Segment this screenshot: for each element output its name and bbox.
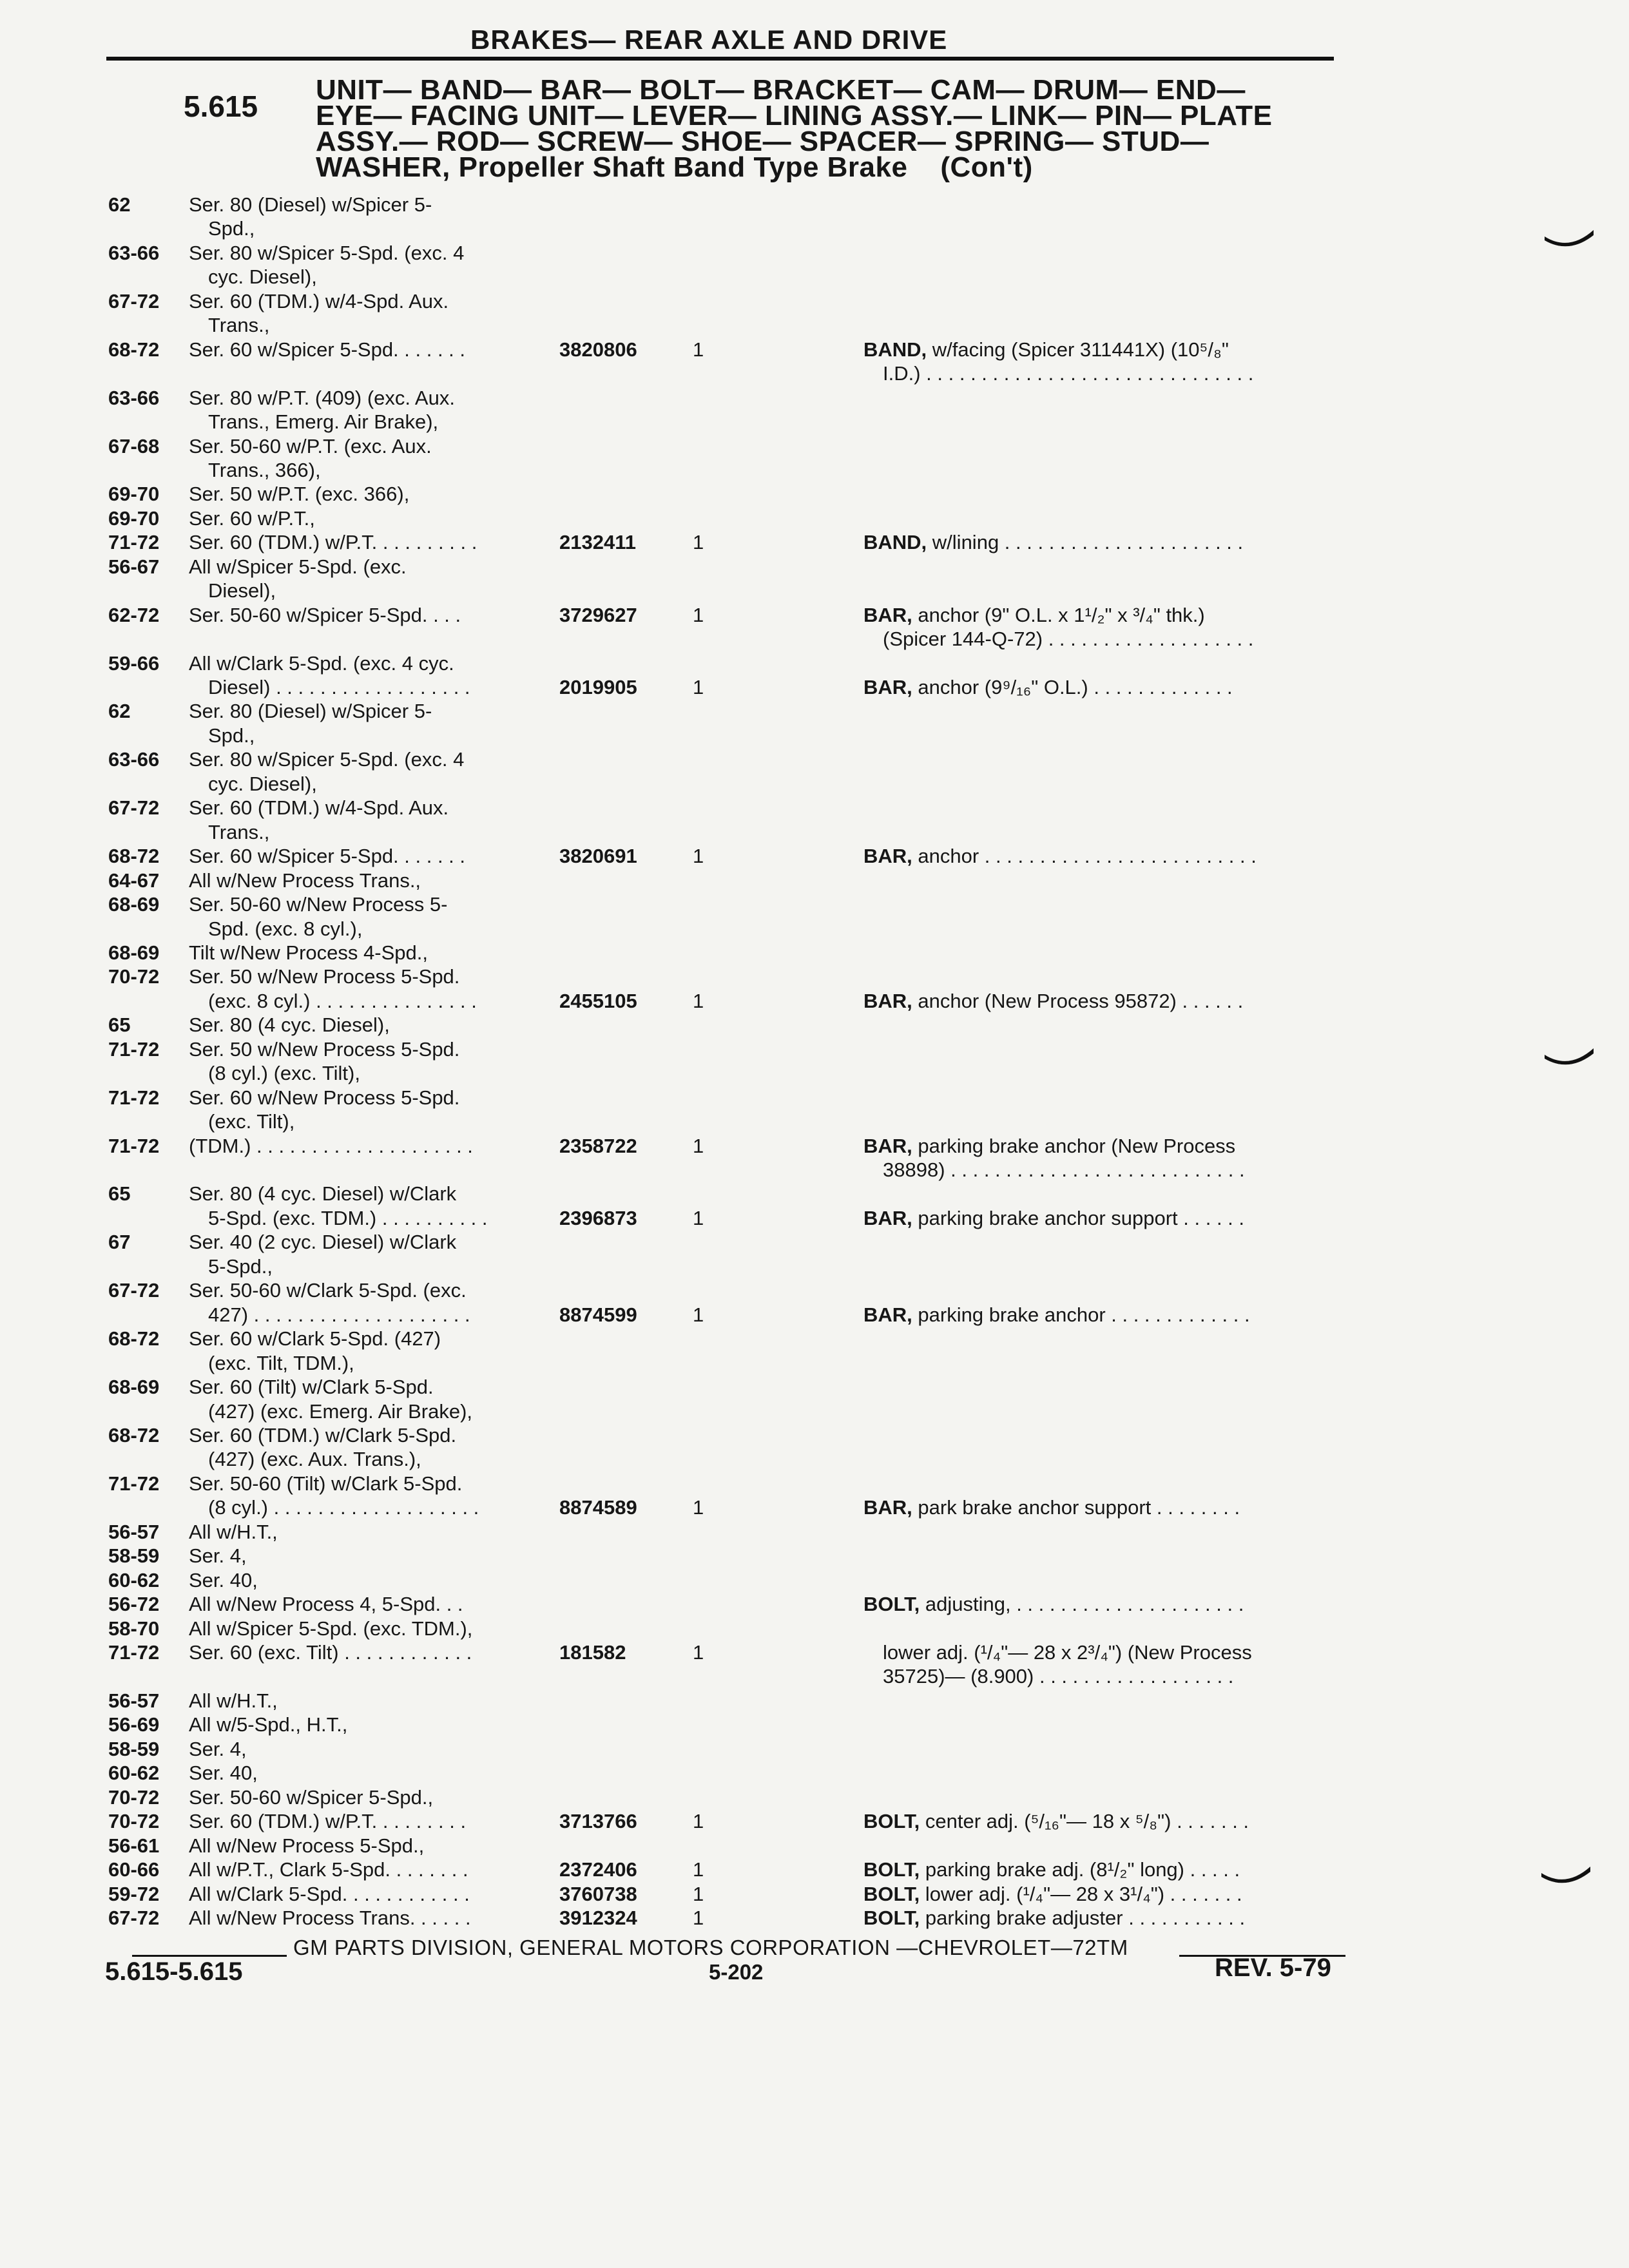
application: Ser. 60 w/Clark 5-Spd. (427) [189,1327,441,1350]
application: (TDM.) . . . . . . . . . . . . . . . . . . . . [189,1135,473,1157]
part-detail: adjusting, . . . . . . . . . . . . . . . . . . . . . [925,1593,1244,1615]
application: Ser. 80 w/Spicer 5-Spd. (exc. 4 [189,242,465,264]
footer-publisher: GM PARTS DIVISION, GENERAL MOTORS CORPORATION —CHEVROLET—72TM [293,1936,1128,1959]
quantity: 1 [693,1907,704,1929]
section-heading [316,74,1321,183]
application: Ser. 40, [189,1569,258,1591]
year-range: 58-70 [108,1617,160,1640]
application: cyc. Diesel), [208,773,317,795]
application: (427) (exc. Aux. Trans.), [208,1448,421,1470]
application: Ser. 50-60 w/Spicer 5-Spd., [189,1786,434,1809]
part-description [863,1593,1244,1616]
year-range: 60-66 [108,1858,160,1881]
quantity: 1 [693,845,704,867]
application: Ser. 60 w/New Process 5-Spd. [189,1086,460,1109]
year-range: 68-69 [108,941,160,964]
application: Diesel) . . . . . . . . . . . . . . . . . . [208,676,470,698]
part-number: 2019905 [559,676,637,698]
application: Ser. 60 (exc. Tilt) . . . . . . . . . . . . [189,1641,472,1664]
footer-section-range: 5.615-5.615 [105,1957,243,1986]
part-name: BAR, [863,604,912,626]
application: (427) (exc. Emerg. Air Brake), [208,1400,473,1423]
part-detail: anchor (9⁹/₁₆" O.L.) . . . . . . . . . . . . . [918,676,1233,698]
application: All w/5-Spd., H.T., [189,1713,348,1736]
part-detail: w/facing (Spicer 311441X) (10⁵/₈" [932,338,1229,361]
year-range: 69-70 [108,483,160,505]
application: (exc. 8 cyl.) . . . . . . . . . . . . . . . [208,990,477,1012]
part-name: BOLT, [863,1858,920,1881]
year-range: 68-72 [108,1424,160,1446]
year-range: 65 [108,1014,131,1036]
year-range: 70-72 [108,1810,160,1832]
application: Ser. 40 (2 cyc. Diesel) w/Clark [189,1231,457,1253]
part-description [883,1158,1245,1182]
part-description [863,1135,1235,1158]
year-range: 56-57 [108,1521,160,1543]
part-description [883,362,1253,385]
part-name: BOLT, [863,1593,920,1615]
year-range: 71-72 [108,1038,160,1061]
part-description [883,1665,1233,1688]
year-range: 58-59 [108,1544,160,1567]
part-detail: park brake anchor support . . . . . . . . [918,1496,1240,1519]
quantity: 1 [693,990,704,1012]
part-description [863,1810,1249,1833]
application: All w/New Process 4, 5-Spd. . . [189,1593,463,1615]
section-heading-line: ASSY.— ROD— SCREW— SHOE— SPACER— SPRING— STUD— [316,126,1210,157]
part-detail: anchor (New Process 95872) . . . . . . [918,990,1244,1012]
year-range: 60-62 [108,1569,160,1591]
year-range: 68-72 [108,338,160,361]
quantity: 1 [693,604,704,626]
year-range: 68-69 [108,893,160,916]
application: All w/Clark 5-Spd. (exc. 4 cyc. [189,652,454,675]
part-name: BOLT, [863,1907,920,1929]
application: All w/H.T., [189,1521,278,1543]
year-range: 67-68 [108,435,160,457]
quantity: 1 [693,1641,704,1664]
application: Ser. 50-60 w/Spicer 5-Spd. . . . [189,604,461,626]
application: Trans., Emerg. Air Brake), [208,410,439,433]
year-range: 67-72 [108,796,160,819]
quantity: 1 [693,1883,704,1905]
part-name: BOLT, [863,1810,920,1832]
year-range: 67-72 [108,1907,160,1929]
part-name: BAR, [863,990,912,1012]
part-number: 3820691 [559,845,637,867]
part-number: 2396873 [559,1207,637,1229]
application: Ser. 50 w/New Process 5-Spd. [189,1038,460,1061]
application: Diesel), [208,579,276,602]
application: Ser. 60 (TDM.) w/P.T. . . . . . . . . [189,1810,467,1832]
year-range: 70-72 [108,1786,160,1809]
application: Ser. 40, [189,1762,258,1784]
quantity: 1 [693,1858,704,1881]
part-description [863,338,1229,361]
application: Ser. 80 (4 cyc. Diesel), [189,1014,390,1036]
binder-hole-mark [1543,1047,1595,1066]
quantity: 1 [693,531,704,553]
year-range: 65 [108,1182,131,1205]
year-range: 71-72 [108,531,160,553]
application: All w/New Process Trans. . . . . . [189,1907,471,1929]
part-detail: parking brake adjuster . . . . . . . . . . . [925,1907,1246,1929]
part-number: 2132411 [559,531,636,553]
application: Ser. 60 (TDM.) w/4-Spd. Aux. [189,796,449,819]
part-description [863,990,1243,1013]
year-range: 70-72 [108,965,160,988]
application: Spd., [208,217,255,240]
application: Ser. 80 (Diesel) w/Spicer 5- [189,700,432,722]
year-range: 56-57 [108,1689,160,1712]
application: All w/H.T., [189,1689,278,1712]
part-number: 3820806 [559,338,637,361]
year-range: 67 [108,1231,131,1253]
year-range: 59-72 [108,1883,160,1905]
year-range: 59-66 [108,652,160,675]
part-number: 3729627 [559,604,637,626]
year-range: 71-72 [108,1472,160,1495]
part-description [863,1883,1242,1906]
part-detail: w/lining . . . . . . . . . . . . . . . . . . . . . . [932,531,1244,553]
application: Ser. 4, [189,1544,247,1567]
part-name: BAR, [863,1135,912,1157]
part-name: BAND, [863,338,927,361]
quantity: 1 [693,676,704,698]
application: All w/Spicer 5-Spd. (exc. TDM.), [189,1617,473,1640]
section-heading-line: EYE— FACING UNIT— LEVER— LINING ASSY.— LINK— PIN— PLATE [316,100,1273,131]
quantity: 1 [693,338,704,361]
footer-revision: REV. 5-79 [1215,1954,1331,1982]
part-name: BAR, [863,1207,912,1229]
part-name: BAR, [863,676,912,698]
quantity: 1 [693,1810,704,1832]
part-detail: parking brake anchor (New Process [918,1135,1236,1157]
application: Ser. 80 (Diesel) w/Spicer 5- [189,193,432,216]
part-detail: parking brake adj. (8¹/₂" long) . . . . . [925,1858,1240,1881]
part-description [863,604,1205,627]
application: Ser. 80 w/P.T. (409) (exc. Aux. [189,387,455,409]
application: Ser. 50 w/P.T. (exc. 366), [189,483,410,505]
application: (8 cyl.) . . . . . . . . . . . . . . . . . . . [208,1496,479,1519]
part-number: 2358722 [559,1135,637,1157]
part-detail: lower adj. (¹/₄"— 28 x 3¹/₄") . . . . . . . [925,1883,1242,1905]
application: Trans., [208,314,270,336]
part-name: BAR, [863,845,912,867]
application: Ser. 60 w/Spicer 5-Spd. . . . . . . [189,845,466,867]
part-description [863,845,1257,868]
year-range: 63-66 [108,748,160,771]
part-detail: center adj. (⁵/₁₆"— 18 x ⁵/₈") . . . . . . . [925,1810,1249,1832]
section-number: 5.615 [184,90,258,123]
application: All w/Spicer 5-Spd. (exc. [189,555,407,578]
part-description [863,1496,1240,1519]
part-number: 2455105 [559,990,637,1012]
application: All w/New Process Trans., [189,869,421,892]
part-description [863,1207,1244,1230]
application: Ser. 60 w/Spicer 5-Spd. . . . . . . [189,338,466,361]
part-detail: lower adj. (¹/₄"— 28 x 2³/₄") (New Process [883,1641,1252,1664]
quantity: 1 [693,1207,704,1229]
part-description [883,1641,1252,1664]
part-number: 8874599 [559,1303,637,1326]
application: All w/Clark 5-Spd. . . . . . . . . . . . [189,1883,470,1905]
part-description [863,1907,1245,1930]
application: Ser. 60 (TDM.) w/4-Spd. Aux. [189,290,449,312]
year-range: 56-69 [108,1713,160,1736]
application: Trans., [208,821,270,843]
year-range: 64-67 [108,869,160,892]
application: Ser. 60 (TDM.) w/P.T. . . . . . . . . . [189,531,477,553]
application: Ser. 50-60 w/Clark 5-Spd. (exc. [189,1279,467,1302]
part-detail: 38898) . . . . . . . . . . . . . . . . . . . . . . . . . . . [883,1158,1245,1181]
year-range: 62 [108,700,131,722]
part-number: 3713766 [559,1810,637,1832]
part-description [883,628,1253,651]
year-range: 63-66 [108,387,160,409]
part-number: 2372406 [559,1858,637,1881]
year-range: 56-61 [108,1834,160,1857]
application: Ser. 80 w/Spicer 5-Spd. (exc. 4 [189,748,465,771]
part-description [863,1858,1240,1881]
year-range: 71-72 [108,1135,160,1157]
application: 5-Spd. (exc. TDM.) . . . . . . . . . . [208,1207,488,1229]
year-range: 68-72 [108,1327,160,1350]
part-detail: anchor . . . . . . . . . . . . . . . . . . . . . . . . . [918,845,1257,867]
quantity: 1 [693,1496,704,1519]
year-range: 68-72 [108,845,160,867]
part-name: BAND, [863,531,927,553]
section-heading-line: WASHER, Propeller Shaft Band Type Brake (Con't) [316,151,1033,183]
application: cyc. Diesel), [208,265,317,288]
year-range: 71-72 [108,1086,160,1109]
part-detail: anchor (9" O.L. x 1¹/₂" x ³/₄" thk.) [918,604,1205,626]
application: Ser. 60 (TDM.) w/Clark 5-Spd. [189,1424,457,1446]
quantity: 1 [693,1135,704,1157]
application: Ser. 80 (4 cyc. Diesel) w/Clark [189,1182,457,1205]
application: Spd. (exc. 8 cyl.), [208,918,363,940]
part-detail: 35725)— (8.900) . . . . . . . . . . . . . . . . . . [883,1665,1234,1687]
application: Ser. 50-60 w/P.T. (exc. Aux. [189,435,432,457]
year-range: 60-62 [108,1762,160,1784]
application: Ser. 50 w/New Process 5-Spd. [189,965,460,988]
part-description [863,676,1233,699]
part-name: BOLT, [863,1883,920,1905]
part-name: BAR, [863,1303,912,1326]
header-rule [106,57,1334,61]
part-description [863,1303,1250,1327]
application: Ser. 50-60 (Tilt) w/Clark 5-Spd. [189,1472,463,1495]
year-range: 56-67 [108,555,160,578]
binder-hole-mark [1540,1865,1592,1885]
footer-rule [132,1955,287,1957]
section-heading-line: UNIT— BAND— BAR— BOLT— BRACKET— CAM— DRUM— END— [316,74,1246,106]
part-name: BAR, [863,1496,912,1519]
year-range: 58-59 [108,1738,160,1760]
year-range: 56-72 [108,1593,160,1615]
quantity: 1 [693,1303,704,1326]
part-detail: parking brake anchor . . . . . . . . . . . . . [918,1303,1250,1326]
year-range: 62 [108,193,131,216]
application: Trans., 366), [208,459,321,481]
year-range: 68-69 [108,1376,160,1398]
page-section-title: BRAKES— REAR AXLE AND DRIVE [470,24,948,55]
part-number: 8874589 [559,1496,637,1519]
application: Ser. 4, [189,1738,247,1760]
year-range: 62-72 [108,604,160,626]
part-number: 3760738 [559,1883,637,1905]
part-detail: I.D.) . . . . . . . . . . . . . . . . . . . . . . . . . . . . . . [883,362,1254,385]
year-range: 67-72 [108,290,160,312]
application: 5-Spd., [208,1255,273,1278]
part-number: 3912324 [559,1907,637,1929]
year-range: 71-72 [108,1641,160,1664]
application: All w/P.T., Clark 5-Spd. . . . . . . . [189,1858,468,1881]
application: (exc. Tilt), [208,1110,295,1133]
year-range: 63-66 [108,242,160,264]
binder-hole-mark [1543,229,1595,248]
application: (exc. Tilt, TDM.), [208,1352,354,1374]
application: 427) . . . . . . . . . . . . . . . . . . . . [208,1303,470,1326]
application: All w/New Process 5-Spd., [189,1834,425,1857]
part-description [863,531,1243,554]
year-range: 67-72 [108,1279,160,1302]
year-range: 69-70 [108,507,160,530]
application: Spd., [208,724,255,747]
application: Ser. 60 (Tilt) w/Clark 5-Spd. [189,1376,434,1398]
part-detail: (Spicer 144-Q-72) . . . . . . . . . . . . . . . . . . . [883,628,1254,650]
application: (8 cyl.) (exc. Tilt), [208,1062,360,1084]
part-detail: parking brake anchor support . . . . . . [918,1207,1245,1229]
application: Ser. 60 w/P.T., [189,507,315,530]
part-number: 181582 [559,1641,626,1664]
application: Tilt w/New Process 4-Spd., [189,941,428,964]
footer-page-number: 5-202 [709,1960,764,1984]
application: Ser. 50-60 w/New Process 5- [189,893,448,916]
